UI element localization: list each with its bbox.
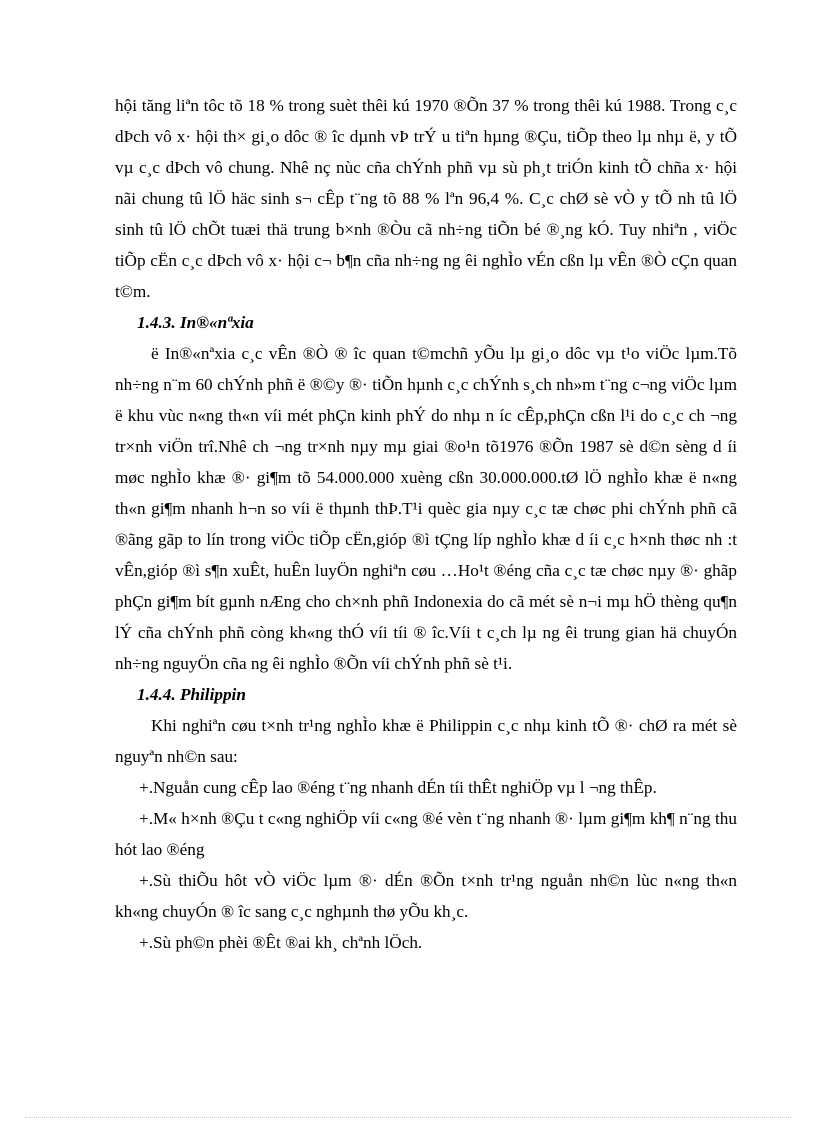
body-paragraph: hội tăng liªn tôc tõ 18 % trong suèt thêi kú 1970 ®Õn 37 % trong thêi kú 1988. Trong c¸c dÞch vô x· hội th× gi¸o dôc ® îc dµnh vÞ trÝ u tiªn hµng ®Çu, tiÕp theo lµ nhµ ë, y tÕ vµ c¸c dÞch vô chung. Nhê nç nùc cña chÝnh phñ vµ sù ph¸t triÓn kinh tÕ chña x· hội nãi chung tû lÖ häc sinh s¬ cÊp t¨ng tõ 88 % lªn 96,4 %. C¸c chØ sè vÒ y tÕ nh tû lÖ sinh tû lÖ chÕt tuæi thä trung b×nh ®Òu cã nh÷ng tiÕn bé ®¸ng kÓ. Tuy nhiªn , viÖc tiÕp cËn c¸c dÞch vô x· hội c¬ b¶n cña nh÷ng ng êi nghÌo vÉn cßn lµ vÊn ®Ò cÇn quan t©m. [115,96,737,301]
section-heading-indonesia: 1.4.3. In®«nªxia [137,313,254,332]
body-paragraph: ë In®«nªxia c¸c vÊn ®Ò ® îc quan t©mchñ yÕu lµ gi¸o dôc vµ t¹o viÖc lµm.Tõ nh÷ng n¨m 60 chÝnh phñ ë ®©y ®· tiÕn hµnh c¸c chÝnh s¸ch nh»m t¨ng c¬ng viÖc lµm ë khu vùc n«ng th«n víi mét phÇn kinh phÝ do nhµ n íc cÊp,phÇn cßn l¹i do c¸c ch ¬ng tr×nh viÖn trî.Nhê ch ¬ng tr×nh nµy mµ giai ®o¹n tõ1976 ®Õn 1987 sè d©n sèng d íi møc nghÌo khæ ®· gi¶m tõ 54.000.000 xuèng cßn 30.000.000.tØ lÖ nghÌo khæ ë n«ng th«n gi¶m nhanh h¬n so víi ë thµnh thÞ.T¹i quèc gia nµy c¸c tæ chøc phi chÝnh phñ cã ®ãng gãp to lín trong viÖc tiÕp cËn,gióp ®ì tÇng líp nghÌo khæ d íi c¸c h×nh thøc nh :t vÊn,gióp ®ì s¶n xuÊt, huÊn luyÖn nghiªn cøu …Ho¹t ®éng cña c¸c tæ chøc nµy ®· ghãp phÇn gi¶m bít gµnh nÆng cho ch×nh phñ Indonexia do cã mét sè n¬i mµ hÖ thèng qu¶n lÝ cña chÝnh phñ còng kh«ng thÓ víi tíi ® îc.Víi t c¸ch lµ ng êi trung gian hä chuyÓn nh÷ng nguyÖn cña ng êi nghÌo ®Õn víi chÝnh phñ sè t¹i. [115,344,737,673]
list-item: +.M« h×nh ®Çu t c«ng nghiÖp víi c«ng ®é vèn t¨ng nhanh ®· lµm gi¶m kh¶ n¨ng thu hót lao ®éng [115,809,737,859]
page-content [115,90,737,958]
list-item: +.Sù ph©n phèi ®Êt ®ai kh¸ chªnh lÖch. [139,933,423,952]
body-paragraph: Khi nghiªn cøu t×nh tr¹ng nghÌo khæ ë Philippin c¸c nhµ kinh tÕ ®· chØ ra mét sè nguyªn nh©n sau: [115,716,737,766]
page-bottom-border [25,1117,791,1118]
list-item: +.Sù thiÕu hôt vÒ viÖc lµm ®· dÉn ®Õn t×nh tr¹ng nguån nh©n lùc n«ng th«n kh«ng chuyÓn ® îc sang c¸c nghµnh thø yÕu kh¸c. [115,871,737,921]
list-item: +.Nguån cung cÊp lao ®éng t¨ng nhanh dÉn tíi thÊt nghiÖp vµ l ¬ng thÊp. [139,778,657,797]
section-heading-philippines: 1.4.4. Philippin [137,685,246,704]
